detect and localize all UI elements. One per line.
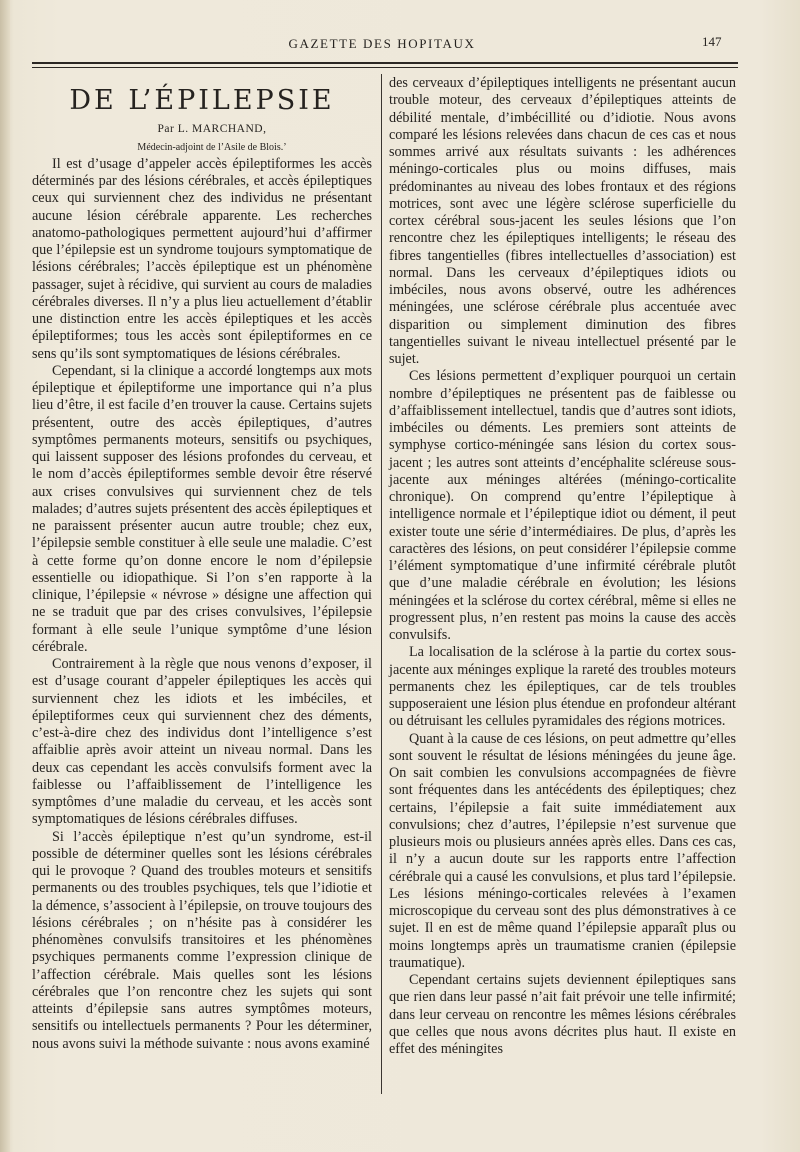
paragraph: Cependant, si la clinique a accordé longtemps aux mots épileptique et épileptiforme une importance qui n’a plus lieu d’être, il est facile d’en trouver la cause. Certains sujets présentent, outre des accès épileptiques, d’autres symptômes permanents moteurs, sensitifs ou psychiques, qui laissent supposer des lésions profondes du cerveau, et le nom d’accès épileptiformes semble devoir être réservé aux crises convulsives qui surviennent chez de tels malades; d’autres sujets présentent des accès épileptiques et ne paraissent présenter aucun autre trouble; chez eux, l’épilepsie semble constituer à elle seule une maladie. C’est à cette forme qu’on donne encore le nom d’épilepsie essentielle ou idiopathique. Si l’on s’en rapporte à la clinique, l’épilepsie « névrose » désigne une affection qui ne se traduit que par des crises convulsives, l’épilepsie formant à elle seule l’unique symptôme d’une lésion cérébrale. (32, 362, 372, 655)
paragraph: Il est d’usage d’appeler accès épileptiformes les accès déterminés par des lésions cérébrales, et accès épileptiques ceux qui surviennent chez des individus ne présentant aucune lésion cérébrale apparente. Les recherches anatomo-pathologiques permettent aujourd’hui d’affirmer que l’épilepsie est un syndrome toujours symptomatique de lésions cérébrales; l’accès épileptique est un phénomène passager, sujet à récidive, qui survient au cours de maladies cérébrales diverses. Il n’y a plus lieu actuellement d’établir une distinction entre les accès épileptiques et les accès épileptiformes; tous les accès sont épileptiformes en ce sens qu’ils sont symptomatiques de lésions cérébrales. (32, 155, 372, 362)
article-byline: Par L. MARCHAND, (157, 123, 267, 136)
page-binding-edge (0, 0, 10, 1152)
right-column (389, 75, 736, 1058)
author-affiliation: Médecin-adjoint de l’Asile de Blois.’ (137, 141, 287, 153)
paragraph: Quant à la cause de ces lésions, on peut admettre qu’elles sont souvent le résultat de lésions méningées du jeune âge. On sait combien les convulsions accompagnées de fièvre sont fréquentes dans les antécédents des épileptiques; chez certains, l’épilepsie a fait suite immédiatement aux convulsions; chez d’autres, l’épilepsie n’est survenue que plusieurs mois ou plusieurs années après elles. Dans ces cas, il n’y a aucun doute sur les rapports entre l’affection cérébrale qui a causé les convulsions, et plus tard l’épilepsie. Les lésions méningo-corticales relevées à l’examen microscopique du cerveau sont des plus démonstratives à ce sujet. Il en est de même quand l’épilepsie apparaît plus ou moins longtemps après un traumatisme cranien (épilepsie traumatique). (389, 730, 736, 971)
page-number: 147 (702, 34, 722, 49)
paragraph: Cependant certains sujets deviennent épileptiques sans que rien dans leur passé n’ait fait prévoir une telle infirmité; dans leur cerveau on rencontre les mêmes lésions cérébrales que celles que nous avons décrites plus haut. Il existe en effet des méningites (389, 972, 736, 1057)
left-column (32, 74, 372, 1053)
column-divider (381, 74, 382, 1094)
journal-header: GAZETTE DES HOPITAUX (288, 36, 476, 51)
paragraph: La localisation de la sclérose à la partie du cortex sous-jacente aux méninges explique la rareté des troubles moteurs permanents chez les épileptiques, car de tels troubles supposeraient une lésion plus étendue en profondeur altérant ou détruisant les cellules pyramidales des régions motrices. (389, 644, 736, 730)
paragraph: Si l’accès épileptique n’est qu’un syndrome, est-il possible de déterminer quelles sont les lésions cérébrales qui le provoque ? Quand des troubles moteurs et sensitifs permanents ou des troubles psychiques, tels que l’idiotie et la démence, s’associent à l’épilepsie, on trouve toujours des lésions cérébrales ; on n’hésite pas à considérer les phénomènes convulsifs transitoires et les phénomènes psychiques permanents comme l’expression clinique de l’affection cérébrale. Mais quelles sont les lésions cérébrales que l’on rencontre chez les sujets qui sont atteints d’épilepsie sans autres symptômes moteurs, sensitifs ou intellectuels permanents ? Pour les déterminer, nous avons suivi la méthode suivante : nous avons examiné (32, 828, 372, 1052)
header-rule (32, 62, 738, 64)
article-title: DE L’ÉPILEPSIE (69, 85, 335, 116)
paragraph: Ces lésions permettent d’expliquer pourquoi un certain nombre d’épileptiques ne présentent pas de faiblesse ou d’affaiblissement intellectuel, tandis que d’autres sont idiots, imbéciles ou déments. Les premiers sont atteints de symphyse cortico-méningée sans lésion du cortex sous-jacent ; les autres sont atteints d’encéphalite scléreuse sous-jacente aux méninges altérées (méningo-corticalite chronique). On comprend qu’entre l’épileptique à intelligence normale et l’épileptique idiot ou dément, il peut exister toute une série d’intermédiaires. De plus, d’après les caractères des lésions, on peut considérer l’épilepsie comme l’élément symptomatique d’une infirmité cérébrale plutôt que d’une maladie cérébrale en évolution; les lésions méningées et la sclérose du cortex cérébral, même si elles ne progressent plus, n’en restent pas moins la cause des accès convulsifs. (389, 368, 736, 643)
paragraph-continued: des cerveaux d’épileptiques intelligents ne présentant aucun trouble moteur, des cerveaux d’épileptiques atteints de débilité mentale, d’imbécillité ou d’idiotie. Nous avons comparé les lésions relevées dans chacun de ces cas et nous sommes arrivé aux résultats suivants : les adhérences méningo-corticales plus ou moins diffuses, mais prédominantes au niveau des lobes frontaux et des régions motrices, sont avec une légère sclérose superficielle du cortex cérébral sous-jacent les seules lésions que l’on rencontre chez les épileptiques intelligents; le réseau des fibres tangentielles (fibres intellectuelles d’association) est normal. Dans les cerveaux d’épileptiques idiots ou imbéciles, nous avons observé, outre les adhérences méningées, une sclérose cérébrale plus accentuée avec disparition ou simplement diminution des fibres tangentielles suivant le niveau intellectuel présenté par le sujet. (389, 75, 736, 367)
paragraph: Contrairement à la règle que nous venons d’exposer, il est d’usage courant d’appeler épileptiques les accès qui surviennent chez les idiots et les imbéciles, et épileptiformes ceux qui surviennent chez des déments, c’est-à-dire chez des individus dont l’intelligence s’est affaiblie après avoir atteint un niveau normal. Dans les deux cas cependant les accès convulsifs forment avec la faiblesse ou l’affaiblissement de l’intelligence les symptômes d’une maladie du cerveau, et les accès sont symptomatiques de lésions cérébrales diffuses. (32, 656, 372, 828)
header-rule-thin (32, 67, 738, 68)
